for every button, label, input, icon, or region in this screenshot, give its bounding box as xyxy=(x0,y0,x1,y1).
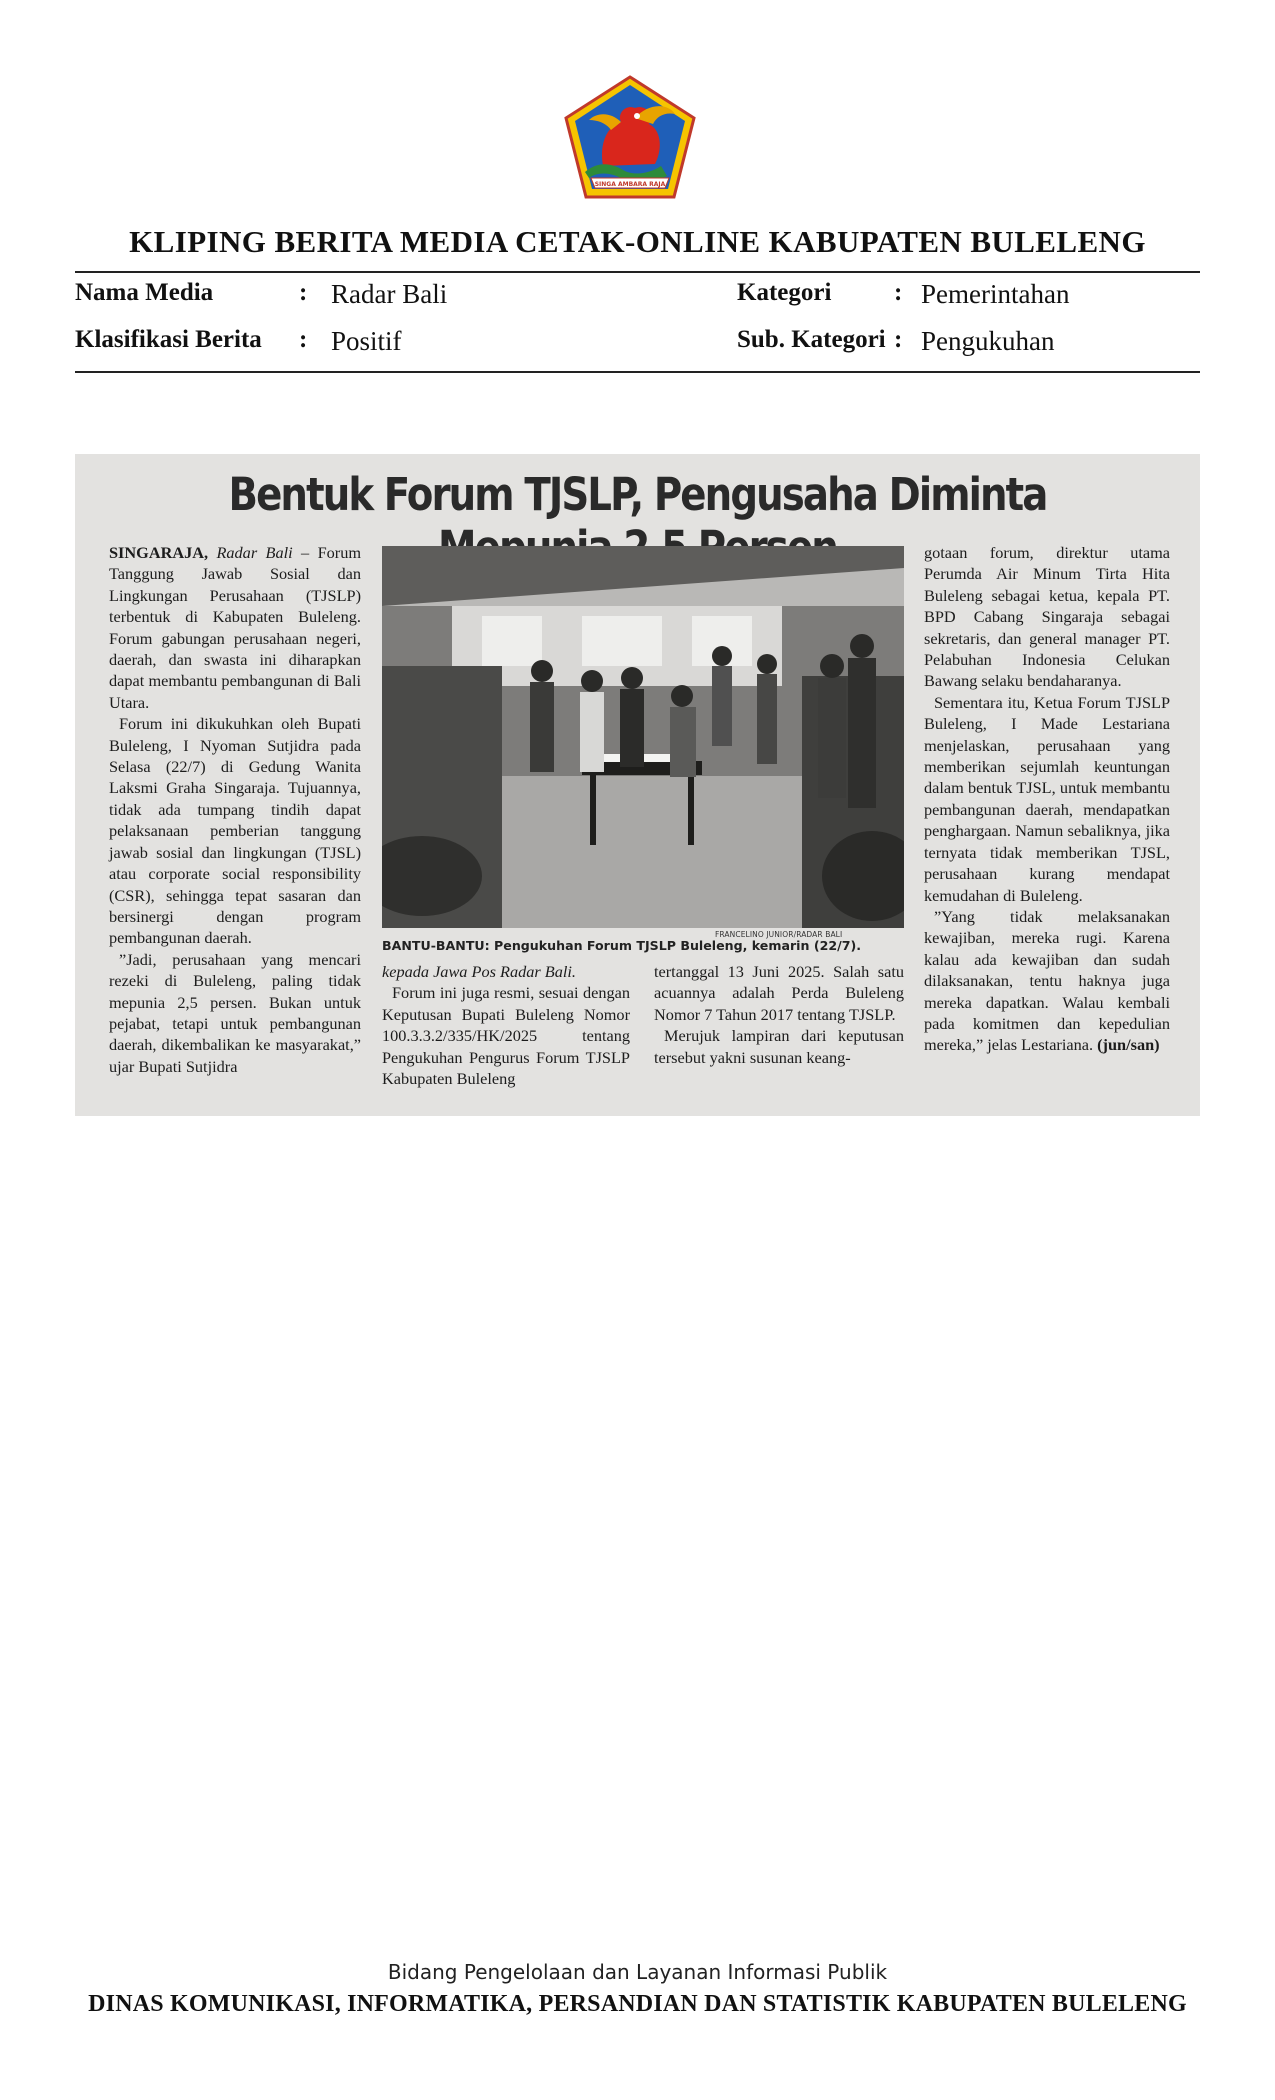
article-column-3 xyxy=(654,961,904,1068)
article-column-4 xyxy=(924,542,1170,1056)
paragraph-text: ”Yang tidak melaksanakan kewajiban, mereka rugi. Karena kalau ada kewajiban dan sudah dilaksanakan, tentu haknya juga mereka dapatkan. Walau kembali pada komitmen dan kepedulian mereka,” jelas Lestariana. xyxy=(924,906,1170,1055)
paragraph-text: Forum ini juga resmi, sesuai dengan Keputusan Bupati Buleleng Nomor 100.3.3.2/335/HK/2025 tentang Pengukuhan Pengurus Forum TJSLP Kabupaten Buleleng xyxy=(382,983,630,1089)
kabupaten-buleleng-logo xyxy=(563,74,697,200)
paragraph-text: Merujuk lampiran dari keputusan tersebut yakni susunan keang- xyxy=(654,1026,904,1067)
subkategori-colon: : xyxy=(894,326,903,353)
kategori-colon: : xyxy=(894,279,903,306)
paragraph-text: ”Jadi, perusahaan yang mencari rezeki di Buleleng, paling tidak mepunia 2,5 persen. Bukan untuk pejabat, tetapi untuk pembangunan daerah, dikembalikan ke masyarakat,” ujar Bupati Sutjidra xyxy=(109,949,361,1076)
photo-caption: BANTU-BANTU: Pengukuhan Forum TJSLP Buleleng, kemarin (22/7). xyxy=(382,938,862,953)
dateline-source: Radar Bali xyxy=(216,543,293,562)
header-bottom-rule xyxy=(75,371,1200,373)
footer-agency: DINAS KOMUNIKASI, INFORMATIKA, PERSANDIAN DAN STATISTIK KABUPATEN BULELENG xyxy=(88,1991,1187,2017)
author-signature: (jun/san) xyxy=(1097,1035,1160,1055)
article-photo xyxy=(382,546,904,928)
klasifikasi-label: Klasifikasi Berita xyxy=(75,326,262,353)
klasifikasi-value: Positif xyxy=(331,326,402,356)
klasifikasi-colon: : xyxy=(299,326,308,353)
media-label: Nama Media xyxy=(75,279,214,306)
media-colon: : xyxy=(299,279,308,306)
paragraph-text: Sementara itu, Ketua Forum TJSLP Buleleng, I Made Lestariana menjelaskan, perusahaan yang memberikan sejumlah keuntungan dalam bentuk TJSL, untuk membantu pembangunan daerah, mendapatkan penghargaan. Namun sebaliknya, jika ternyata tidak memberikan TJSL, perusahaan kurang mendapat kemudahan di Buleleng. xyxy=(924,692,1170,905)
logo-motto: SINGA AMBARA RAJA xyxy=(594,181,666,188)
media-value: Radar Bali xyxy=(331,279,448,309)
article-headline: Bentuk Forum TJSLP, Pengusaha Diminta xyxy=(228,468,1047,521)
paragraph-text: Forum ini dikukuhkan oleh Bupati Buleleng, I Nyoman Sutjidra pada Selasa (22/7) di Gedung Wanita Laksmi Graha Singaraja. Tujuannya, tidak ada tumpang tindih dapat pelaksanaan pemberian tanggung jawab sosial dan lingkungan (TJSL) atau corporate social responsibility (CSR), sehingga tepat sasaran dan bersinergi dengan program pembangunan daerah. xyxy=(109,714,361,948)
article-column-2 xyxy=(382,961,630,1089)
footer-department: Bidang Pengelolaan dan Layanan Informasi Publik xyxy=(387,1960,888,1984)
kategori-label: Kategori xyxy=(737,279,832,306)
subkategori-label: Sub. Kategori xyxy=(737,326,886,353)
dateline: SINGARAJA, xyxy=(109,543,209,562)
article-column-1 xyxy=(109,542,361,1077)
paragraph-text: – Forum Tanggung Jawab Sosial dan Lingkungan Perusahaan (TJSLP) terbentuk di Kabupaten Buleleng. Forum gabungan perusahaan negeri, daerah, dan swasta ini diharapkan dapat membantu pembangunan di Bali Utara. xyxy=(109,543,361,712)
news-clipping xyxy=(75,454,1200,1116)
paragraph-text: gotaan forum, direktur utama Perumda Air Minum Tirta Hita Buleleng sebagai ketua, kepala PT. BPD Cabang Singaraja sebagai sekretaris, dan general manager PT. Pelabuhan Indonesia Celukan Bawang selaku bendaharanya. xyxy=(924,543,1170,691)
header-top-rule xyxy=(75,271,1200,273)
paragraph-text: kepada Jawa Pos Radar Bali. xyxy=(382,962,576,981)
kategori-value: Pemerintahan xyxy=(921,279,1070,309)
page-title: KLIPING BERITA MEDIA CETAK-ONLINE KABUPATEN BULELENG xyxy=(129,224,1146,259)
subkategori-value: Pengukuhan xyxy=(921,326,1055,356)
paragraph-text: tertanggal 13 Juni 2025. Salah satu acuannya adalah Perda Buleleng Nomor 7 Tahun 2017 tentang TJSLP. xyxy=(654,962,904,1024)
photo-credit: FRANCELINO JUNIOR/RADAR BALI xyxy=(715,930,843,939)
